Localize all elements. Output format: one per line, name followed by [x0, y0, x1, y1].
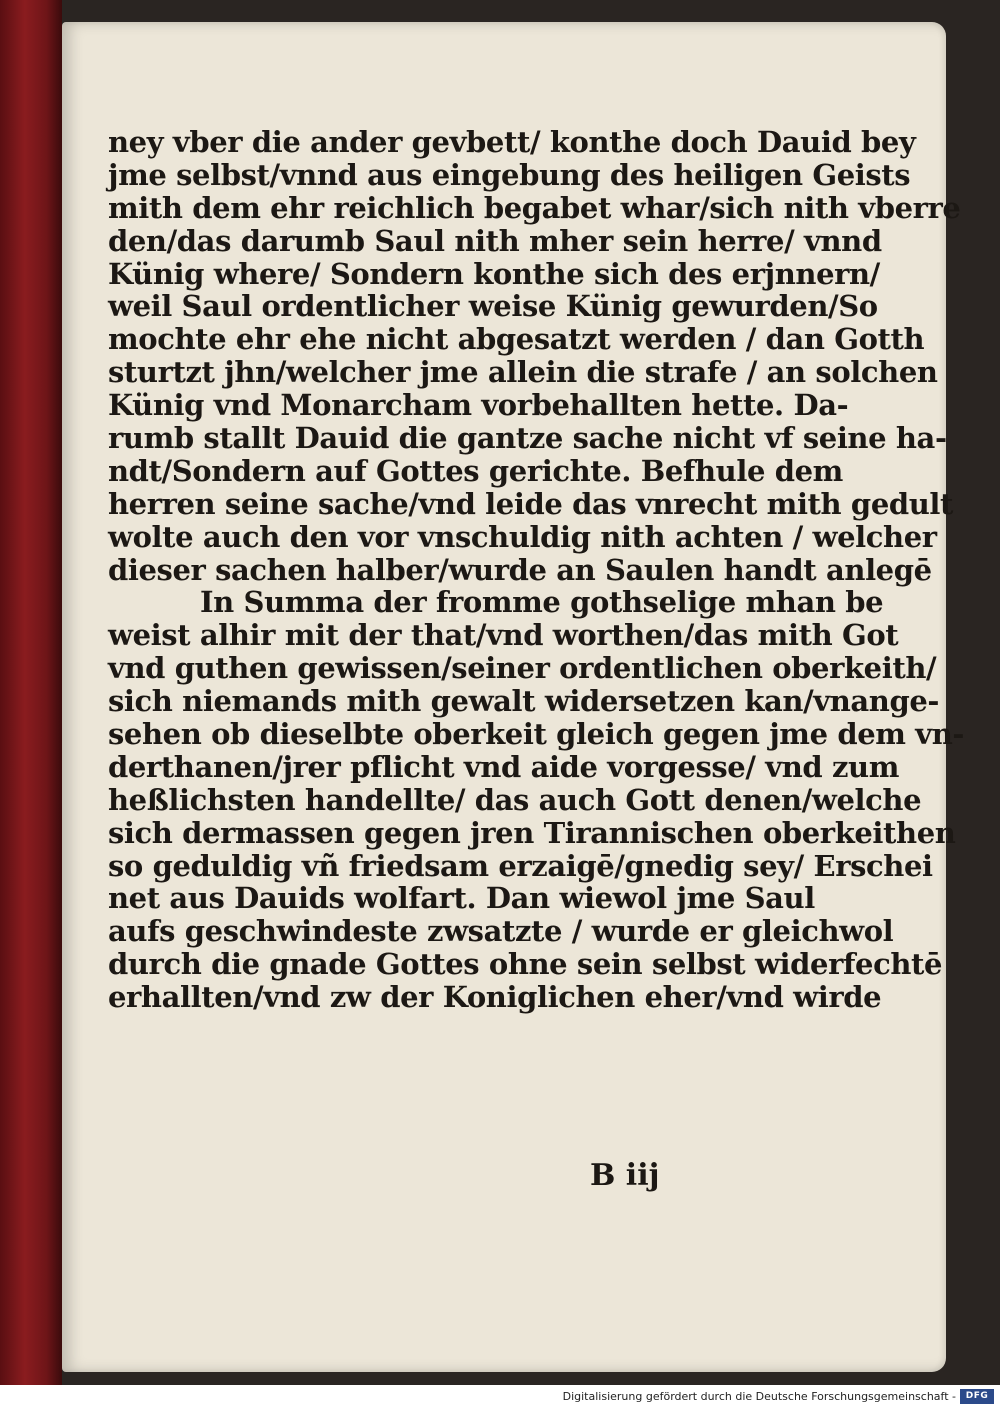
text-line: Künig where/ Sondern konthe sich des erjnnern/ — [108, 256, 880, 291]
text-line: wolte auch den vor vnschuldig nith achten / welcher — [108, 519, 937, 554]
text-line: weist alhir mit der that/vnd worthen/das mith Got — [108, 618, 899, 653]
signature-mark: B iij — [590, 1158, 660, 1193]
text-line: ndt/Sondern auf Gottes gerichte. Befhule dem — [108, 453, 843, 488]
text-line: derthanen/jrer pflicht vnd aide vorgesse/ vnd zum — [108, 749, 899, 784]
text-line: mochte ehr ehe nicht abgesatzt werden / dan Gotth — [108, 322, 925, 357]
text-line: sich dermassen gegen jren Tirannischen oberkeithen — [108, 815, 956, 850]
funding-credit: Digitalisierung gefördert durch die Deutsche Forschungsgemeinschaft - — [562, 1390, 956, 1403]
page-text — [108, 125, 965, 1015]
text-line: net aus Dauids wolfart. Dan wiewol jme Saul — [108, 881, 815, 916]
text-line: so geduldig vñ friedsam erzaigē/gnedig sey/ Erschei — [108, 848, 933, 883]
text-line: aufs geschwindeste zwsatzte / wurde er gleichwol — [108, 914, 894, 949]
text-line: sturtzt jhn/welcher jme allein die strafe / an solchen — [108, 355, 938, 390]
text-line: den/das darumb Saul nith mher sein herre/ vnnd — [108, 223, 882, 258]
text-line: erhallten/vnd zw der Koniglichen eher/vnd wirde — [108, 980, 882, 1015]
text-line: mith dem ehr reichlich begabet whar/sich nith vberre — [108, 190, 961, 225]
text-line: rumb stallt Dauid die gantze sache nicht vf seine ha- — [108, 421, 947, 456]
dfg-logo: DFG — [960, 1389, 994, 1404]
text-line: dieser sachen halber/wurde an Saulen handt anlegē — [108, 552, 932, 587]
book-page — [62, 22, 965, 1372]
text-line: durch die gnade Gottes ohne sein selbst widerfechtē — [108, 947, 943, 982]
text-line: herren seine sache/vnd leide das vnrecht mith gedult — [108, 486, 954, 521]
text-line: weil Saul ordentlicher weise Künig gewurden/So — [108, 289, 878, 324]
text-line: jme selbst/vnnd aus eingebung des heiligen Geists — [108, 157, 911, 192]
text-line: ney vber die ander gevbett/ konthe doch Dauid bey — [108, 125, 916, 159]
text-line: vnd guthen gewissen/seiner ordentlichen oberkeith/ — [108, 651, 937, 686]
footer-bar — [0, 1385, 1000, 1409]
text-line: heßlichsten handellte/ das auch Gott denen/welche — [108, 782, 922, 817]
book-binding-edge — [0, 0, 62, 1385]
text-line: Künig vnd Monarcham vorbehallten hette. Da- — [108, 388, 849, 423]
text-line: sehen ob dieselbte oberkeit gleich gegen jme dem vn- — [108, 717, 965, 752]
text-line: sich niemands mith gewalt widersetzen kan/vnange- — [108, 684, 940, 719]
text-line-paragraph-start: In Summa der fromme gothselige mhan be — [200, 585, 884, 620]
